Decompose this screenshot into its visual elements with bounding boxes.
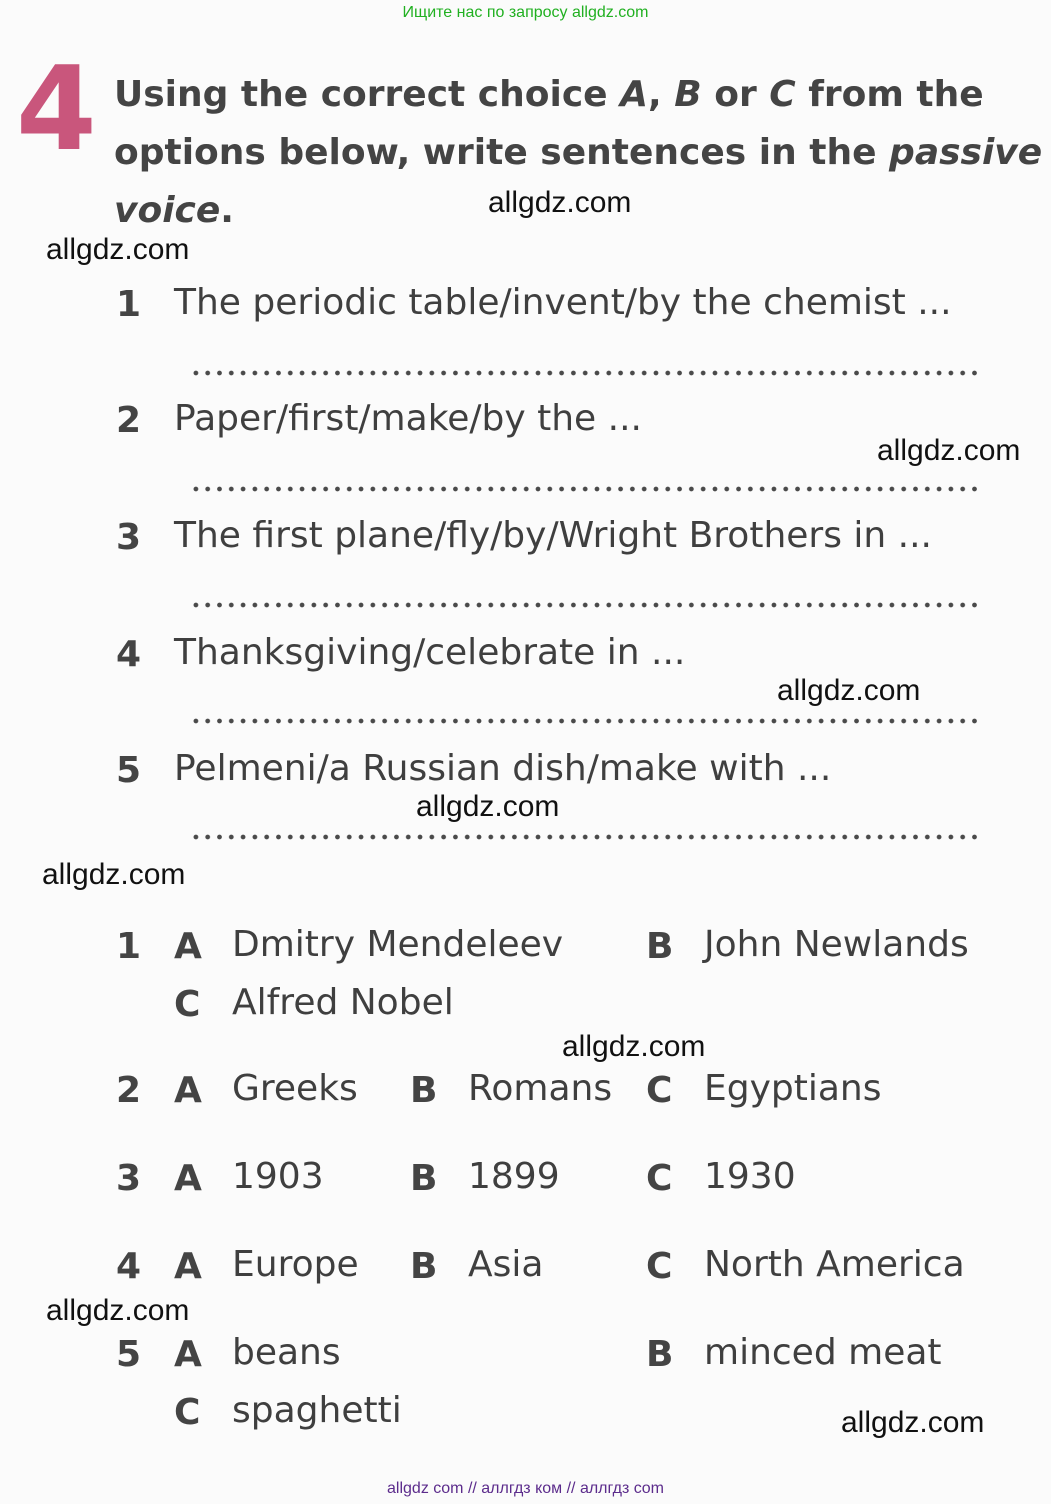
option-text: minced meat <box>704 1332 942 1373</box>
choice-b: B <box>674 74 702 115</box>
instruction-text: Using the correct choice <box>114 74 621 115</box>
option-text: 1903 <box>232 1156 324 1197</box>
exercise-number: 4 <box>16 42 97 177</box>
option-text: 1930 <box>704 1156 796 1197</box>
instruction-line-2 <box>114 132 1042 173</box>
option-letter: A <box>174 1070 202 1111</box>
watermark: allgdz.com <box>46 233 190 266</box>
instruction-line-3 <box>114 190 234 231</box>
answer-line[interactable] <box>190 484 980 494</box>
option-group-number: 2 <box>116 1070 142 1111</box>
option-text: Greeks <box>232 1068 358 1109</box>
instruction-text: . <box>220 190 234 231</box>
option-letter: B <box>410 1070 438 1111</box>
option-text: 1899 <box>468 1156 560 1197</box>
watermark: allgdz.com <box>777 674 921 707</box>
question-text: Pelmeni/a Russian dish/make with ... <box>174 748 832 789</box>
option-letter: B <box>646 926 674 967</box>
option-group-number: 5 <box>116 1334 142 1375</box>
option-letter: C <box>646 1246 673 1287</box>
answer-line[interactable] <box>190 832 980 842</box>
question-number: 2 <box>116 400 142 441</box>
question-number: 3 <box>116 517 142 558</box>
option-letter: A <box>174 926 202 967</box>
watermark: allgdz.com <box>416 790 560 823</box>
option-letter: C <box>174 1392 201 1433</box>
watermark: allgdz.com <box>46 1294 190 1327</box>
option-text: North America <box>704 1244 965 1285</box>
option-group-number: 1 <box>116 926 142 967</box>
instruction-line-1 <box>114 74 984 115</box>
question-text: The periodic table/invent/by the chemist ... <box>174 282 952 323</box>
answer-line[interactable] <box>190 600 980 610</box>
option-group-number: 3 <box>116 1158 142 1199</box>
option-text: Europe <box>232 1244 359 1285</box>
option-letter: B <box>410 1158 438 1199</box>
answer-line[interactable] <box>190 368 980 378</box>
watermark: allgdz.com <box>488 186 632 219</box>
choice-c: C <box>769 74 796 115</box>
option-text: spaghetti <box>232 1390 402 1431</box>
instruction-emphasis: voice <box>114 190 221 231</box>
instruction-text: options below, write sentences in the <box>114 132 890 173</box>
option-letter: A <box>174 1158 202 1199</box>
option-text: Asia <box>468 1244 544 1285</box>
option-text: John Newlands <box>704 924 969 965</box>
watermark: allgdz.com <box>562 1030 706 1063</box>
question-text: The first plane/fly/by/Wright Brothers in ... <box>174 515 933 556</box>
question-text: Thanksgiving/celebrate in ... <box>174 632 686 673</box>
choice-a: A <box>620 74 649 115</box>
option-letter: C <box>174 984 201 1025</box>
option-letter: A <box>174 1334 202 1375</box>
watermark: allgdz.com <box>841 1406 985 1439</box>
option-text: Dmitry Mendeleev <box>232 924 564 965</box>
watermark: allgdz.com <box>877 434 1021 467</box>
instruction-text: , <box>648 74 675 115</box>
option-letter: B <box>410 1246 438 1287</box>
option-text: Alfred Nobel <box>232 982 454 1023</box>
instruction-text: or <box>701 74 770 115</box>
question-number: 4 <box>116 634 142 675</box>
footer-links[interactable]: allgdz com // аллгдз ком // аллгдз com <box>387 1480 664 1497</box>
option-letter: A <box>174 1246 202 1287</box>
instruction-emphasis: passive <box>889 132 1043 173</box>
answer-line[interactable] <box>190 716 980 726</box>
option-letter: C <box>646 1158 673 1199</box>
question-number: 1 <box>116 284 142 325</box>
watermark: allgdz.com <box>42 858 186 891</box>
question-text: Paper/first/make/by the ... <box>174 398 642 439</box>
top-banner-link[interactable]: Ищите нас по запросу allgdz.com <box>402 4 649 21</box>
question-number: 5 <box>116 750 142 791</box>
option-text: Romans <box>468 1068 613 1109</box>
option-group-number: 4 <box>116 1246 142 1287</box>
option-letter: B <box>646 1334 674 1375</box>
option-text: beans <box>232 1332 341 1373</box>
option-letter: C <box>646 1070 673 1111</box>
option-text: Egyptians <box>704 1068 882 1109</box>
instruction-text: from the <box>795 74 984 115</box>
